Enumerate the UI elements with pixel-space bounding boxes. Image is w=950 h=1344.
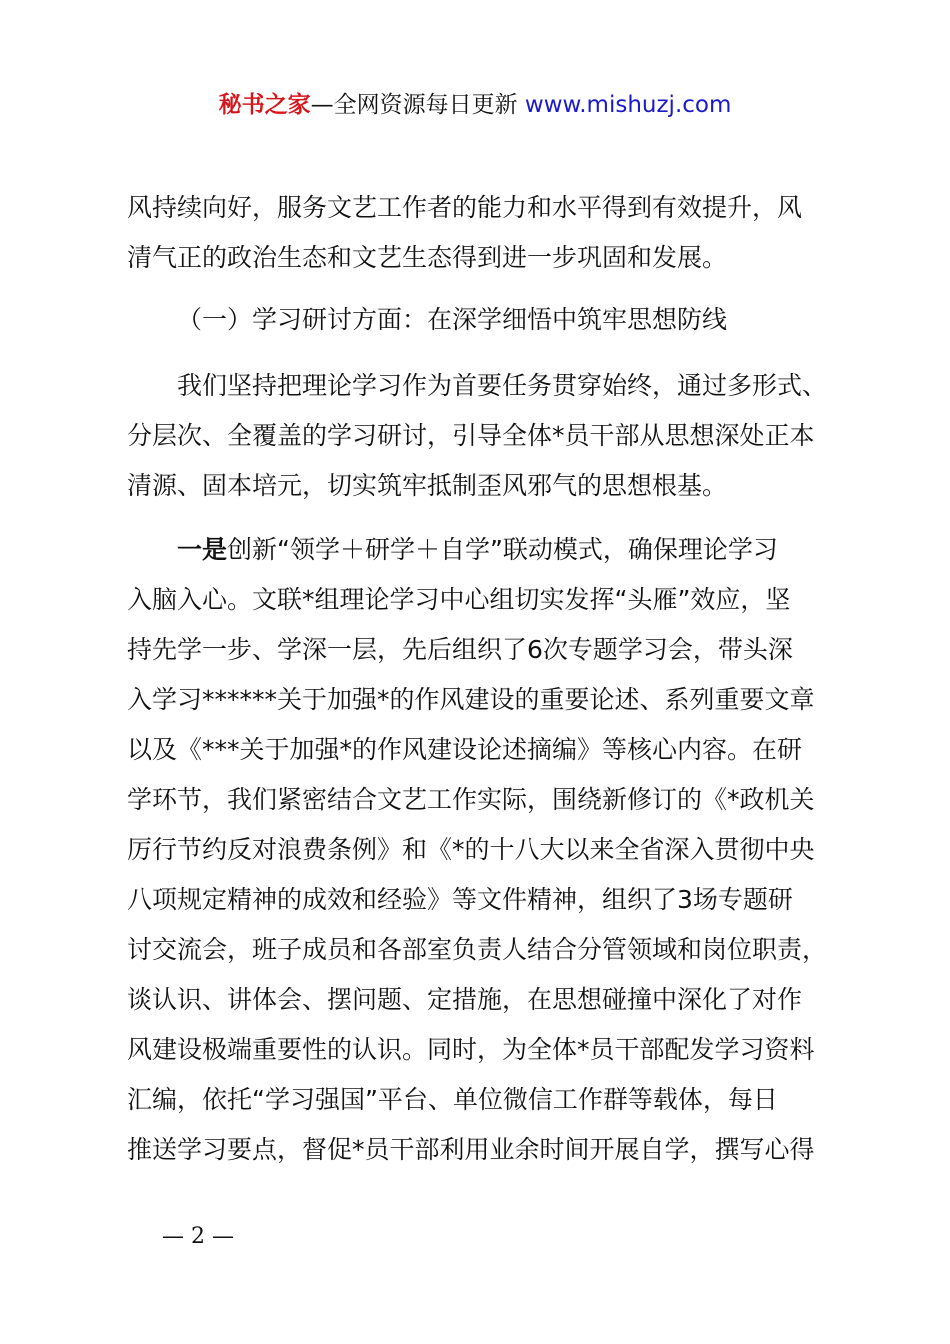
site-url-link[interactable]: www.mishuzj.com [524,92,732,118]
text-line: 清气正的政治生态和文艺生态得到进一步巩固和发展。 [127,243,728,272]
document-body [127,183,837,1175]
text-line: 以及《***关于加强*的作风建设论述摘编》等核心内容。在研 [127,735,803,764]
text-line: 入脑入心。文联*组理论学习中心组切实发挥“头雁”效应，坚 [127,585,791,614]
paragraph-first-point [127,525,837,1175]
text-line: 我们坚持把理论学习作为首要任务贯穿始终，通过多形式、 [177,371,828,400]
point-lead-text: 创新“领学＋研学＋自学”联动模式，确保理论学习 [227,535,778,564]
point-label: 一是 [177,535,228,564]
text-line: 汇编，依托“学习强国”平台、单位微信工作群等载体，每日 [127,1085,778,1114]
text-line: 风建设极端重要性的认识。同时，为全体*员干部配发学习资料 [127,1035,815,1064]
text-line: 讨交流会，班子成员和各部室负责人结合分管领域和岗位职责， [127,935,828,964]
paragraph-intro [127,361,837,511]
site-brand: 秘书之家 [218,92,311,118]
text-line: 八项规定精神的成效和经验》等文件精神，组织了3场专题研 [127,885,793,914]
text-line: 分层次、全覆盖的学习研讨，引导全体*员干部从思想深处正本 [127,421,815,450]
site-tagline: —全网资源每日更新 [310,92,518,118]
text-line: 学环节，我们紧密结合文艺工作实际，围绕新修订的《*政机关 [127,785,815,814]
text-line: 持先学一步、学深一层，先后组织了6次专题学习会，带头深 [127,635,793,664]
site-header [0,88,950,122]
text-line: 风持续向好，服务文艺工作者的能力和水平得到有效提升，风 [127,193,803,222]
text-line: 厉行节约反对浪费条例》和《*的十八大以来全省深入贯彻中央 [127,835,815,864]
page-number: — 2 — [162,1224,234,1249]
text-line: 谈认识、讲体会、摆问题、定措施，在思想碰撞中深化了对作 [127,985,803,1014]
paragraph-continuation [127,183,837,283]
text-line: 推送学习要点，督促*员干部利用业余时间开展自学，撰写心得 [127,1135,815,1164]
text-line-first [127,525,837,575]
section-heading [127,295,837,345]
text-line: 入学习******关于加强*的作风建设的重要论述、系列重要文章 [127,685,815,714]
text-line: 清源、固本培元，切实筑牢抵制歪风邪气的思想根基。 [127,471,728,500]
section-heading-text: （一）学习研讨方面：在深学细悟中筑牢思想防线 [177,305,728,334]
